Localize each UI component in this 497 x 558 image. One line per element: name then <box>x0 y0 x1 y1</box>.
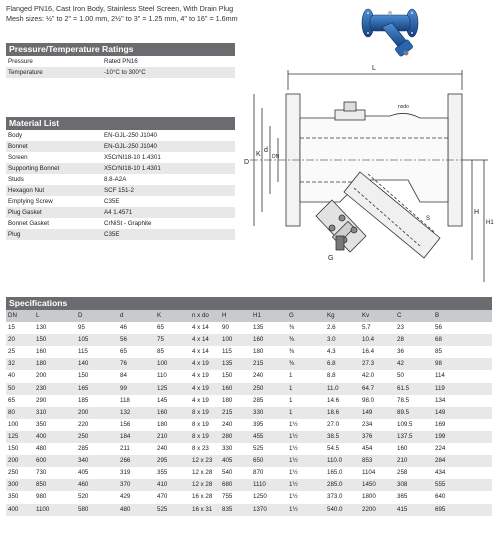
mesh-sizes: Mesh sizes: ½" to 2" = 1.00 mm, 2½" to 3" = 1.25 mm, 4" to 16" = 1.6mm <box>6 14 238 23</box>
table-cell: 285.0 <box>327 481 343 489</box>
table-cell: 540 <box>222 469 233 477</box>
table-cell: 3.0 <box>327 336 336 344</box>
strainer-product-image <box>360 3 420 59</box>
table-cell: 165 <box>78 384 89 392</box>
table-cell: 119 <box>435 384 445 392</box>
table-cell: 1450 <box>362 481 376 489</box>
table-cell: 90 <box>222 324 229 332</box>
table-cell: 319 <box>120 469 131 477</box>
dim-K-label: K <box>256 151 261 158</box>
table-cell: 23 <box>397 324 404 332</box>
dim-d-label: d <box>264 147 268 154</box>
table-row <box>6 346 492 358</box>
table-cell: 200 <box>8 457 19 465</box>
table-cell: ⅜ <box>289 324 295 332</box>
table-cell: 68 <box>435 336 442 344</box>
table-cell: 115 <box>222 348 232 356</box>
dim-H1-label: H1 <box>486 220 494 226</box>
table-cell: 46 <box>120 324 127 332</box>
table-cell: 340 <box>78 457 89 465</box>
table-cell: 8 x 19 <box>192 432 209 440</box>
table-cell: 434 <box>435 469 446 477</box>
table-cell: 695 <box>435 505 446 513</box>
table-cell: 580 <box>78 505 89 513</box>
table-cell: 180 <box>36 360 47 368</box>
table-cell: 100 <box>8 420 19 428</box>
pressure-panel-title: Pressure/Temperature Ratings <box>6 43 235 56</box>
column-header: DN <box>8 312 17 319</box>
table-cell: 410 <box>157 481 168 489</box>
dim-L-label: L <box>372 65 376 72</box>
table-cell: 1½ <box>289 481 298 489</box>
table-row <box>6 504 492 516</box>
table-cell: 330 <box>253 408 264 416</box>
table-row <box>6 491 492 503</box>
table-cell: ⅜ <box>289 336 295 344</box>
table-cell: 755 <box>222 493 233 501</box>
table-cell: 109.5 <box>397 420 413 428</box>
table-cell: 680 <box>222 481 233 489</box>
table-cell: 460 <box>78 481 89 489</box>
table-cell: 156 <box>120 420 131 428</box>
table-cell: 80 <box>8 408 15 416</box>
table-cell: 8 x 19 <box>192 420 209 428</box>
table-cell: 16 x 28 <box>192 493 213 501</box>
table-cell: 134 <box>435 396 446 404</box>
column-header: L <box>36 312 40 319</box>
table-cell: 135 <box>253 324 264 332</box>
table-row <box>6 395 492 407</box>
dim-S-label: S <box>426 216 431 222</box>
table-cell: 1½ <box>289 469 298 477</box>
table-cell: 405 <box>78 469 89 477</box>
table-cell: 400 <box>36 432 47 440</box>
temperature-row: Temperature -10°C to 300°C <box>6 67 235 78</box>
table-row <box>6 322 492 334</box>
dim-G-label: G <box>328 255 334 262</box>
table-cell: 76 <box>120 360 127 368</box>
table-cell: 8 x 19 <box>192 408 209 416</box>
intro-text <box>6 4 336 24</box>
table-cell: 365 <box>397 493 408 501</box>
material-row: Studs 8.8-A2A <box>6 174 235 185</box>
table-cell: 14.6 <box>327 396 340 404</box>
dim-DN-label: DN <box>272 154 280 160</box>
table-cell: 1 <box>289 384 293 392</box>
table-cell: 135 <box>222 360 233 368</box>
table-cell: 850 <box>36 481 47 489</box>
table-cell: 284 <box>435 457 446 465</box>
strainer-technical-drawing <box>240 60 492 292</box>
table-cell: 27.0 <box>327 420 340 428</box>
table-cell: 240 <box>253 372 264 380</box>
table-cell: 373.0 <box>327 493 343 501</box>
table-cell: 50 <box>8 384 15 392</box>
table-cell: 50 <box>397 372 404 380</box>
table-cell: 2200 <box>362 505 376 513</box>
table-cell: 470 <box>157 493 168 501</box>
material-row: Emptying Screw C35E <box>6 196 235 207</box>
table-header-row <box>6 310 492 322</box>
table-cell: 5.7 <box>362 324 371 332</box>
table-cell: 1104 <box>362 469 376 477</box>
table-row <box>6 455 492 467</box>
table-cell: 169 <box>435 420 446 428</box>
table-cell: 525 <box>253 445 264 453</box>
table-body <box>6 322 492 516</box>
table-cell: 85 <box>435 348 442 356</box>
table-cell: 1½ <box>289 505 298 513</box>
table-cell: 215 <box>253 360 264 368</box>
table-cell: 835 <box>222 505 233 513</box>
table-cell: 100 <box>157 360 168 368</box>
table-cell: 4 x 14 <box>192 336 209 344</box>
table-cell: 199 <box>435 432 446 440</box>
table-cell: 132 <box>120 408 131 416</box>
table-cell: 18.6 <box>327 408 340 416</box>
table-cell: 149 <box>362 408 373 416</box>
table-cell: 650 <box>253 457 264 465</box>
table-cell: 258 <box>397 469 408 477</box>
table-cell: 42 <box>397 360 404 368</box>
table-cell: 200 <box>36 372 47 380</box>
table-cell: 1 <box>289 372 293 380</box>
table-cell: 395 <box>253 420 264 428</box>
table-cell: 310 <box>36 408 47 416</box>
table-cell: 730 <box>36 469 47 477</box>
column-header: Kg <box>327 312 335 319</box>
table-cell: 10.4 <box>362 336 375 344</box>
table-cell: 1370 <box>253 505 267 513</box>
table-cell: 160 <box>397 445 408 453</box>
table-cell: 4 x 19 <box>192 384 209 392</box>
table-cell: 415 <box>397 505 408 513</box>
table-cell: 61.5 <box>397 384 410 392</box>
table-cell: 150 <box>222 372 233 380</box>
table-cell: 540.0 <box>327 505 343 513</box>
table-cell: 180 <box>222 396 233 404</box>
specifications-table <box>6 310 492 516</box>
table-cell: 125 <box>157 384 168 392</box>
table-cell: 160 <box>253 336 264 344</box>
table-cell: 300 <box>8 481 19 489</box>
table-cell: 98 <box>435 360 442 368</box>
table-cell: 99 <box>120 384 127 392</box>
table-cell: 1250 <box>253 493 267 501</box>
table-cell: 640 <box>435 493 446 501</box>
table-cell: 16 x 31 <box>192 505 213 513</box>
table-cell: 12 x 28 <box>192 469 213 477</box>
material-list-panel <box>6 117 235 240</box>
table-cell: 185 <box>78 396 89 404</box>
table-cell: 200 <box>78 408 89 416</box>
column-header: K <box>157 312 162 319</box>
table-cell: 240 <box>222 420 233 428</box>
table-cell: 1½ <box>289 445 298 453</box>
column-header: B <box>435 312 440 319</box>
table-cell: 38.5 <box>327 432 340 440</box>
table-cell: 400 <box>8 505 19 513</box>
table-cell: 15 <box>8 324 15 332</box>
table-cell: 150 <box>36 336 47 344</box>
table-cell: 1½ <box>289 420 298 428</box>
table-cell: 150 <box>78 372 89 380</box>
table-cell: 12 x 28 <box>192 481 213 489</box>
table-cell: 118 <box>120 396 130 404</box>
table-cell: 1100 <box>36 505 50 513</box>
table-cell: 56 <box>435 324 442 332</box>
table-cell: 84 <box>120 372 127 380</box>
table-cell: 350 <box>36 420 47 428</box>
table-cell: 330 <box>222 445 233 453</box>
table-row <box>6 431 492 443</box>
column-header: D <box>78 312 83 319</box>
table-cell: 240 <box>157 445 168 453</box>
material-row: Hexagon Nut SCF 151-2 <box>6 185 235 196</box>
table-cell: 28 <box>397 336 404 344</box>
material-row: Supporting Bonnet X5CrNI18-10 1.4301 <box>6 163 235 174</box>
table-cell: 4 x 19 <box>192 396 209 404</box>
table-row <box>6 479 492 491</box>
table-cell: 8 x 23 <box>192 445 209 453</box>
table-cell: ⅜ <box>289 360 295 368</box>
table-cell: 140 <box>78 360 89 368</box>
table-cell: 4 x 14 <box>192 324 209 332</box>
table-cell: 4 x 19 <box>192 372 209 380</box>
material-row: Plug Gasket A4 1.4571 <box>6 207 235 218</box>
table-cell: 250 <box>8 469 19 477</box>
table-cell: 1½ <box>289 457 298 465</box>
column-header: H1 <box>253 312 261 319</box>
table-cell: 870 <box>253 469 264 477</box>
pressure-temperature-panel <box>6 43 235 78</box>
table-cell: 853 <box>362 457 373 465</box>
table-row <box>6 358 492 370</box>
table-cell: 6.8 <box>327 360 336 368</box>
table-cell: 1110 <box>253 481 266 489</box>
table-cell: 285 <box>78 445 89 453</box>
table-cell: 405 <box>222 457 233 465</box>
table-cell: 555 <box>435 481 446 489</box>
dim-H-label: H <box>474 209 480 216</box>
dim-nxdo-label: nxdo <box>398 104 409 110</box>
table-cell: 480 <box>36 445 47 453</box>
table-cell: 210 <box>157 432 168 440</box>
table-cell: 234 <box>362 420 373 428</box>
table-cell: 429 <box>120 493 131 501</box>
table-cell: 455 <box>253 432 264 440</box>
table-cell: 160 <box>157 408 168 416</box>
material-row: Body EN-GJL-250 J1040 <box>6 130 235 141</box>
product-description: Flanged PN16, Cast Iron Body, Stainless Steel Screen, With Drain Plug <box>6 4 234 13</box>
table-cell: 137.5 <box>397 432 413 440</box>
table-cell: 480 <box>120 505 131 513</box>
table-cell: 211 <box>120 445 130 453</box>
table-cell: 355 <box>157 469 168 477</box>
table-cell: 308 <box>397 481 408 489</box>
table-cell: 20 <box>8 336 15 344</box>
table-row <box>6 419 492 431</box>
table-cell: 280 <box>222 432 233 440</box>
dim-D-label: D <box>244 159 250 166</box>
material-row: Screen X5CrNI18-10 1.4301 <box>6 152 235 163</box>
table-cell: 295 <box>157 457 168 465</box>
pressure-row: Pressure Rated PN16 <box>6 56 235 67</box>
table-row <box>6 383 492 395</box>
column-header: C <box>397 312 402 319</box>
table-row <box>6 370 492 382</box>
table-cell: 95 <box>78 324 85 332</box>
table-cell: 165.0 <box>327 469 343 477</box>
table-cell: 180 <box>157 420 168 428</box>
table-cell: 290 <box>36 396 47 404</box>
table-cell: 16.4 <box>362 348 375 356</box>
table-cell: 149 <box>435 408 446 416</box>
table-cell: 4.3 <box>327 348 336 356</box>
table-cell: 4 x 19 <box>192 360 209 368</box>
table-cell: 11.0 <box>327 384 339 392</box>
table-cell: 42.0 <box>362 372 375 380</box>
table-cell: 160 <box>222 384 233 392</box>
table-cell: 89.5 <box>397 408 410 416</box>
table-cell: 1½ <box>289 432 298 440</box>
table-cell: 56 <box>120 336 127 344</box>
column-header: Kv <box>362 312 370 319</box>
table-cell: 75 <box>157 336 164 344</box>
table-cell: 210 <box>397 457 408 465</box>
table-cell: 40 <box>8 372 15 380</box>
table-cell: 78.5 <box>397 396 410 404</box>
table-cell: 1 <box>289 408 293 416</box>
table-cell: 250 <box>253 384 264 392</box>
material-panel-title: Material List <box>6 117 235 130</box>
column-header: H <box>222 312 227 319</box>
table-cell: 160 <box>36 348 47 356</box>
table-cell: 520 <box>78 493 89 501</box>
table-cell: 180 <box>253 348 264 356</box>
table-cell: 27.3 <box>362 360 375 368</box>
table-cell: 1800 <box>362 493 376 501</box>
table-cell: 65 <box>8 396 15 404</box>
table-cell: 110 <box>157 372 167 380</box>
table-cell: 376 <box>362 432 373 440</box>
table-cell: 145 <box>157 396 168 404</box>
material-row: Bonnet EN-GJL-250 J1040 <box>6 141 235 152</box>
table-cell: 1½ <box>289 493 298 501</box>
specifications-panel <box>6 297 492 516</box>
table-cell: 350 <box>8 493 19 501</box>
table-cell: 54.5 <box>327 445 340 453</box>
table-cell: 370 <box>120 481 131 489</box>
table-cell: 2.6 <box>327 324 336 332</box>
table-cell: 32 <box>8 360 15 368</box>
table-cell: 105 <box>78 336 89 344</box>
column-header: n x do <box>192 312 209 319</box>
table-cell: 100 <box>222 336 233 344</box>
table-row <box>6 467 492 479</box>
table-cell: 130 <box>36 324 47 332</box>
table-cell: 454 <box>362 445 373 453</box>
table-cell: 980 <box>36 493 47 501</box>
table-cell: ⅜ <box>289 348 295 356</box>
table-cell: 525 <box>157 505 168 513</box>
table-cell: 25 <box>8 348 15 356</box>
material-row: Bonnet Gasket CrNiSt - Graphite <box>6 218 235 229</box>
table-cell: 600 <box>36 457 47 465</box>
table-cell: 98.0 <box>362 396 375 404</box>
table-cell: 65 <box>120 348 127 356</box>
column-header: G <box>289 312 294 319</box>
table-cell: 85 <box>157 348 164 356</box>
table-cell: 230 <box>36 384 47 392</box>
specifications-title: Specifications <box>6 297 492 310</box>
table-cell: 4 x 14 <box>192 348 209 356</box>
table-cell: 266 <box>120 457 131 465</box>
table-row <box>6 334 492 346</box>
table-cell: 220 <box>78 420 89 428</box>
table-cell: 12 x 23 <box>192 457 213 465</box>
table-cell: 1 <box>289 396 293 404</box>
table-row <box>6 443 492 455</box>
table-cell: 65 <box>157 324 164 332</box>
table-cell: 215 <box>222 408 233 416</box>
table-cell: 224 <box>435 445 446 453</box>
table-cell: 125 <box>8 432 19 440</box>
table-cell: 114 <box>435 372 445 380</box>
table-cell: 36 <box>397 348 404 356</box>
table-cell: 250 <box>78 432 89 440</box>
table-cell: 8.8 <box>327 372 336 380</box>
table-row <box>6 407 492 419</box>
material-row: Plug C35E <box>6 229 235 240</box>
table-cell: 110.0 <box>327 457 343 465</box>
table-cell: 115 <box>78 348 88 356</box>
table-cell: 184 <box>120 432 131 440</box>
table-cell: 285 <box>253 396 264 404</box>
table-cell: 150 <box>8 445 19 453</box>
table-cell: 64.7 <box>362 384 375 392</box>
column-header: d <box>120 312 124 319</box>
